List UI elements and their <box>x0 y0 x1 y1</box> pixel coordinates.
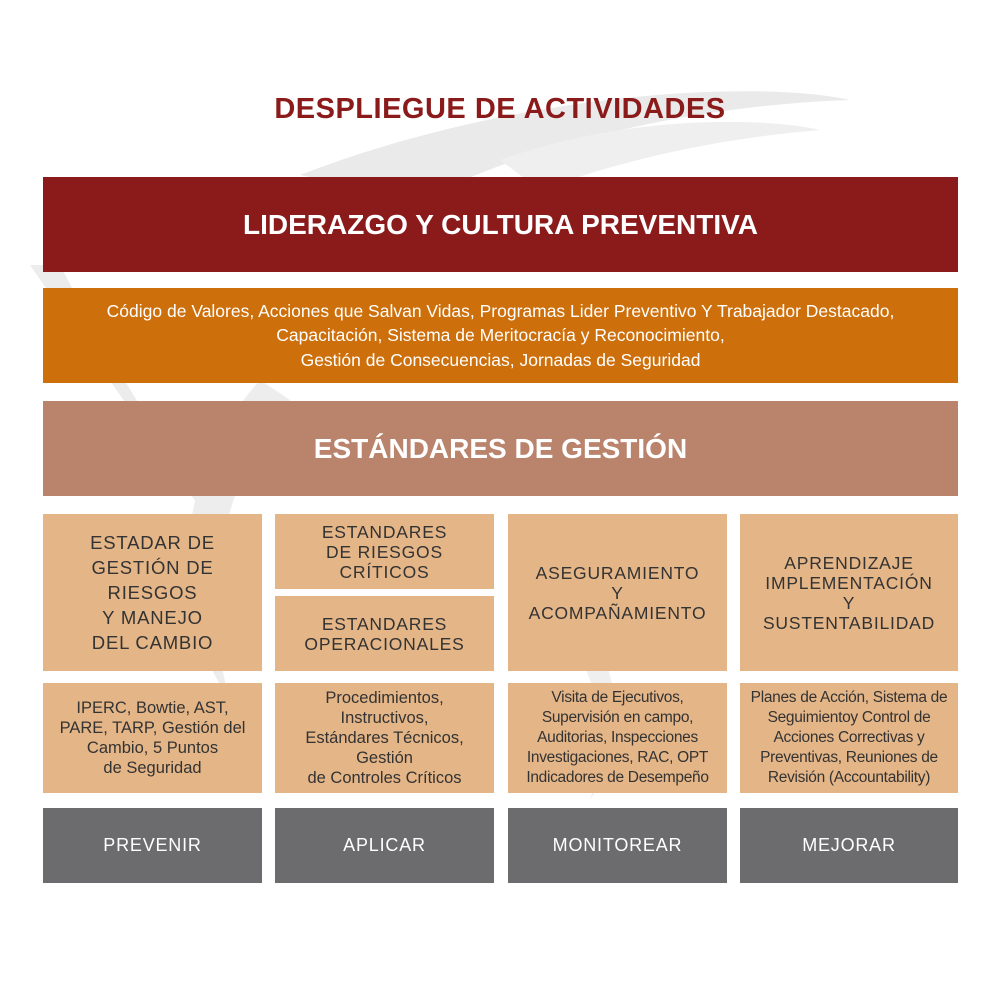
phase-mejorar: MEJORAR <box>740 808 958 883</box>
phase-monitorear: MONITOREAR <box>508 808 727 883</box>
monitor-details: Visita de Ejecutivos, Supervisión en campo, Auditorias, Inspecciones Investigaciones, RAC, OPT Indicadores de Desempeño <box>508 683 727 793</box>
risk-management-standard-heading: ESTADAR DE GESTIÓN DE RIESGOS Y MANEJO DEL CAMBIO <box>43 514 262 671</box>
phase-prevenir: PREVENIR <box>43 808 262 883</box>
assurance-accompaniment-heading: ASEGURAMIENTO Y ACOMPAÑAMIENTO <box>508 514 727 671</box>
page-title: DESPLIEGUE DE ACTIVIDADES <box>274 93 726 125</box>
improve-details: Planes de Acción, Sistema de Seguimientoy Control de Acciones Correctivas y Preventivas, Reuniones de Revisión (Accountability) <box>740 683 958 793</box>
critical-risk-standards-heading: ESTANDARES DE RIESGOS CRÍTICOS <box>275 514 494 589</box>
phase-aplicar: APLICAR <box>275 808 494 883</box>
leadership-culture-details: Código de Valores, Acciones que Salvan Vidas, Programas Lider Preventivo Y Trabajador Destacado, Capacitación, Sistema de Meritocracía y Reconocimiento, Gestión de Consecuencias, Jornadas de Seguridad <box>43 288 958 383</box>
management-standards-bar: ESTÁNDARES DE GESTIÓN <box>43 401 958 496</box>
leadership-culture-bar: LIDERAZGO Y CULTURA PREVENTIVA <box>43 177 958 272</box>
learning-sustainability-heading: APRENDIZAJE IMPLEMENTACIÓN Y SUSTENTABILIDAD <box>740 514 958 671</box>
operational-standards-heading: ESTANDARES OPERACIONALES <box>275 596 494 671</box>
risk-management-details: IPERC, Bowtie, AST, PARE, TARP, Gestión del Cambio, 5 Puntos de Seguridad <box>43 683 262 793</box>
apply-details: Procedimientos, Instructivos, Estándares Técnicos, Gestión de Controles Críticos <box>275 683 494 793</box>
